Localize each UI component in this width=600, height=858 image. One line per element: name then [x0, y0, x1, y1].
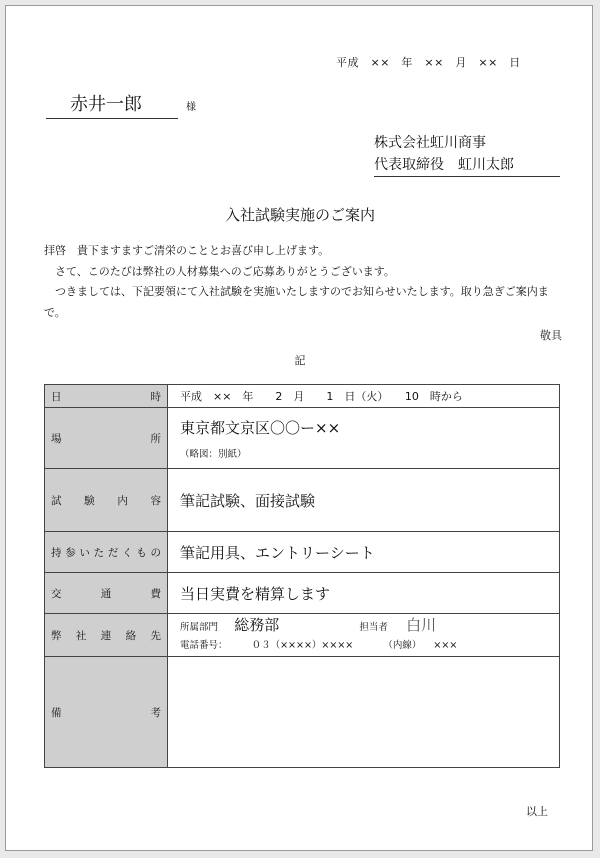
ki-mark: 記 — [294, 354, 306, 367]
label-exam: 試験内容 — [45, 469, 168, 532]
document-title: 入社試験実施のご案内 — [224, 206, 375, 224]
ext-value: ××× — [433, 639, 458, 651]
details-table — [44, 384, 560, 768]
table-row — [45, 614, 560, 657]
table-row — [45, 385, 560, 408]
value-contact-cell — [168, 614, 560, 657]
value-datetime: 平成 ×× 年 2 月 1 日（火） 10 時から — [168, 385, 560, 408]
dept-label: 所属部門 — [180, 621, 219, 633]
person-label: 担当者 — [359, 621, 388, 633]
sender-block — [374, 132, 560, 177]
phone-value: ０３（××××）×××× — [251, 639, 354, 651]
label-place: 場所 — [45, 408, 168, 469]
value-place-cell — [168, 408, 560, 469]
sender-representative: 代表取締役 虹川太郎 — [374, 154, 560, 177]
table-row — [45, 573, 560, 614]
table-row — [45, 469, 560, 532]
recipient-name: 赤井一郎 — [46, 90, 178, 119]
dept-value: 総務部 — [234, 615, 280, 634]
sender-company: 株式会社虹川商事 — [374, 135, 486, 151]
value-notes — [168, 657, 560, 768]
label-transport: 交通費 — [45, 573, 168, 614]
body-paragraph: さて、このたびは弊社の人材募集へのご応募ありがとうございます。 — [44, 264, 395, 278]
document-page — [5, 5, 593, 851]
value-exam: 筆記試験、面接試験 — [168, 469, 560, 532]
table-row — [45, 657, 560, 768]
place-map-note: （略図：別紙） — [180, 448, 247, 460]
value-transport: 当日実費を精算します — [168, 573, 560, 614]
value-place: 東京都文京区〇〇ー×× — [180, 418, 341, 437]
table-row — [45, 532, 560, 573]
recipient-honorific: 様 — [186, 102, 196, 113]
body-paragraph: つきましては、下記要領にて入社試験を実施いたしますのでお知らせいたします。取り急ぎご案内まで。 — [44, 285, 549, 319]
body-paragraph: 拝啓 貴下ますますご清栄のこととお喜び申し上げます。 — [44, 244, 330, 257]
label-bring: 持参いただくもの — [45, 532, 168, 573]
label-datetime: 日時 — [45, 385, 168, 408]
end-mark: 以上 — [526, 805, 548, 818]
label-notes: 備考 — [45, 657, 168, 768]
phone-label: 電話番号： — [180, 639, 228, 651]
label-contact: 弊社連絡先 — [45, 614, 168, 657]
value-bring: 筆記用具、エントリーシート — [168, 532, 560, 573]
date-line: 平成 ×× 年 ×× 月 ×× 日 — [336, 56, 521, 69]
ext-label: （内線） — [383, 639, 422, 651]
table-row — [45, 408, 560, 469]
closing-keigu: 敬具 — [540, 329, 562, 342]
body-text — [44, 241, 566, 323]
person-value: 白川 — [406, 615, 437, 634]
